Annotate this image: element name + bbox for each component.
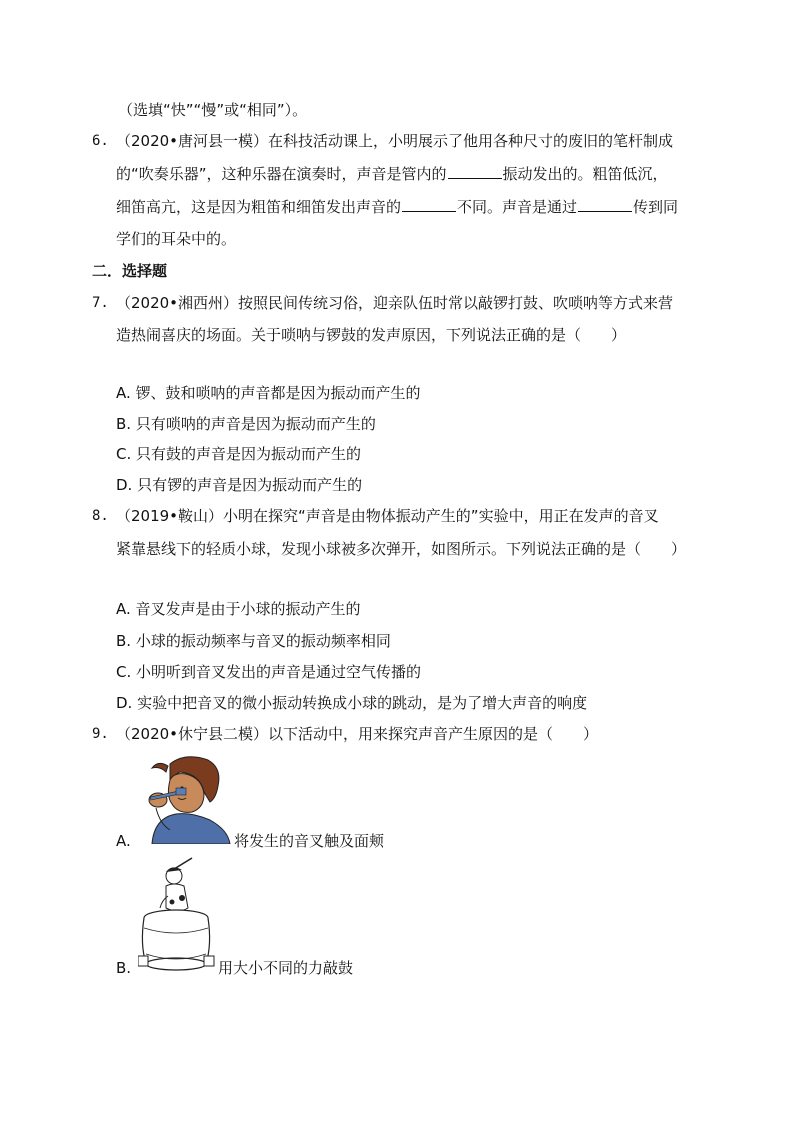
q8-option-d: D. 实验中把音叉的微小振动转换成小球的跳动，是为了增大声音的响度 [116, 694, 588, 712]
q7-option-a: A. 锣、鼓和唢呐的声音都是因为振动而产生的 [116, 384, 421, 402]
q8-number: 8. [92, 508, 109, 524]
q7-option-c: C. 只有鼓的声音是因为振动而产生的 [116, 445, 362, 463]
q6-line3 [116, 197, 678, 217]
q7-option-d: D. 只有锣的声音是因为振动而产生的 [116, 476, 363, 494]
q6-line2b: 振动发出的。粗笛低沉， [502, 165, 668, 183]
q9-number: 9. [92, 726, 109, 742]
q6-blank-2 [402, 197, 456, 212]
q6-number: 6. [92, 133, 109, 149]
q6-line2a: 的“吹奏乐器”，这种乐器在演奏时，声音是管内的 [116, 165, 447, 183]
q8-line2: 紧靠悬线下的轻质小球，发现小球被多次弹开，如图所示。下列说法正确的是（ ） [116, 540, 687, 558]
q9-option-a-label: A. [116, 832, 131, 850]
q6-line4: 学们的耳朵中的。 [116, 230, 237, 248]
q6-blank-3 [578, 197, 632, 212]
q7-line1: （2020•湘西州）按照民间传统习俗，迎亲队伍时常以敲锣打鼓、吹唢呐等方式来营 [116, 294, 674, 312]
q6-line2 [116, 164, 668, 184]
q5-tail: （选填“快”“慢”或“相同”）。 [118, 101, 308, 119]
q6-blank-1 [448, 164, 502, 179]
q8-option-c: C. 小明听到音叉发出的声音是通过空气传播的 [116, 663, 422, 681]
q7-option-b: B. 只有唢呐的声音是因为振动而产生的 [116, 415, 376, 433]
q7-number: 7. [92, 295, 109, 311]
q9-line1: （2020•休宁县二模）以下活动中，用来探究声音产生原因的是（ ） [116, 725, 599, 743]
q9-option-b-label: B. [116, 959, 132, 977]
q6-line3a: 细笛高亢，这是因为粗笛和细笛发出声音的 [116, 198, 402, 216]
girl-tuning-fork-image [130, 752, 232, 844]
q7-line2: 造热闹喜庆的场面。关于唢呐与锣鼓的发声原因，下列说法正确的是（ ） [116, 326, 627, 344]
q9-option-b-text: 用大小不同的力敲鼓 [218, 959, 354, 977]
section-title: 二．选择题 [92, 262, 168, 280]
q9-option-a-text: 将发生的音叉触及面颊 [234, 832, 385, 850]
q8-option-a: A. 音叉发声是由于小球的振动产生的 [116, 600, 361, 618]
q8-option-b: B. 小球的振动频率与音叉的振动频率相同 [116, 632, 391, 650]
q6-line1: （2020•唐河县一模）在科技活动课上，小明展示了他用各种尺寸的废旧的笔杆制成 [116, 132, 674, 150]
q6-line3c: 传到同 [633, 198, 679, 216]
q8-line1: （2019•鞍山）小明在探究“声音是由物体振动产生的”实验中，用正在发声的音叉 [116, 507, 659, 525]
q6-line3b: 不同。声音是通过 [457, 198, 578, 216]
drummer-image [138, 856, 216, 976]
